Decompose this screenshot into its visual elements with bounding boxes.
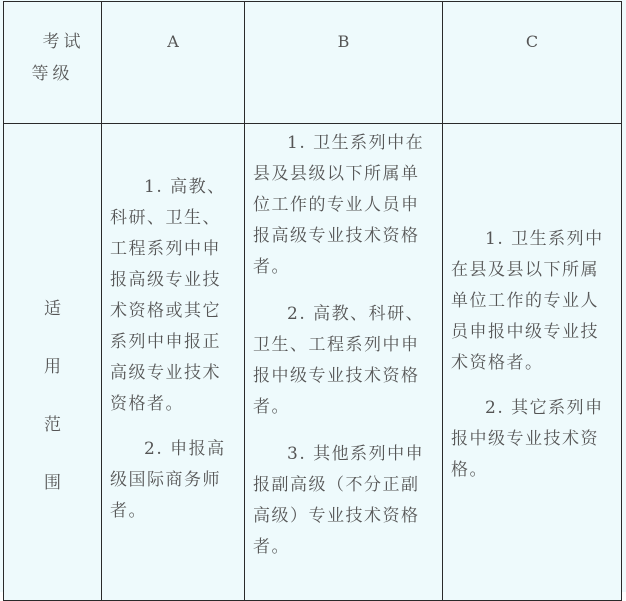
cell-b-item-1: 1. 卫生系列中在县及县级以下所属单位工作的专业人员申报高级专业技术资格者。: [253, 133, 425, 277]
cell-b-item-3: 3. 其他系列中申报副高级（不分正副高级）专业技术资格者。: [253, 444, 425, 557]
column-header-a: A: [102, 2, 245, 124]
cell-a: [102, 124, 245, 601]
row-label-char: 围: [44, 473, 61, 493]
scope-row: [4, 124, 622, 601]
header-row: [4, 2, 622, 124]
column-header-c: C: [443, 2, 622, 124]
cell-c-item-1: 1. 卫生系列中在县及县以下所属单位工作的专业人员申报中级专业技术资格者。: [451, 229, 604, 373]
column-header-b: B: [245, 2, 443, 124]
corner-label-level: 等级: [31, 63, 74, 84]
cell-b: [245, 124, 443, 601]
row-label-char: 用: [44, 357, 61, 377]
cell-b-item-2: 2. 高教、科研、卫生、工程系列中申报中级专业技术资格者。: [253, 304, 425, 417]
cell-c: [443, 124, 622, 601]
cell-a-item-1: 1. 高教、科研、卫生、工程系列中申报高级专业技术资格或其它系列中申报正高级专业技术资格者。: [110, 177, 226, 414]
exam-level-table: [3, 1, 622, 601]
corner-header-cell: [4, 2, 102, 124]
row-label-scope: [4, 124, 102, 601]
row-label-char: 范: [44, 415, 61, 435]
corner-label-exam: 考试: [42, 31, 85, 52]
cell-c-item-2: 2. 其它系列申报中级专业技术资格。: [451, 398, 604, 480]
cell-a-item-2: 2. 申报高级国际商务师者。: [110, 439, 226, 521]
row-label-char: 适: [44, 299, 61, 319]
